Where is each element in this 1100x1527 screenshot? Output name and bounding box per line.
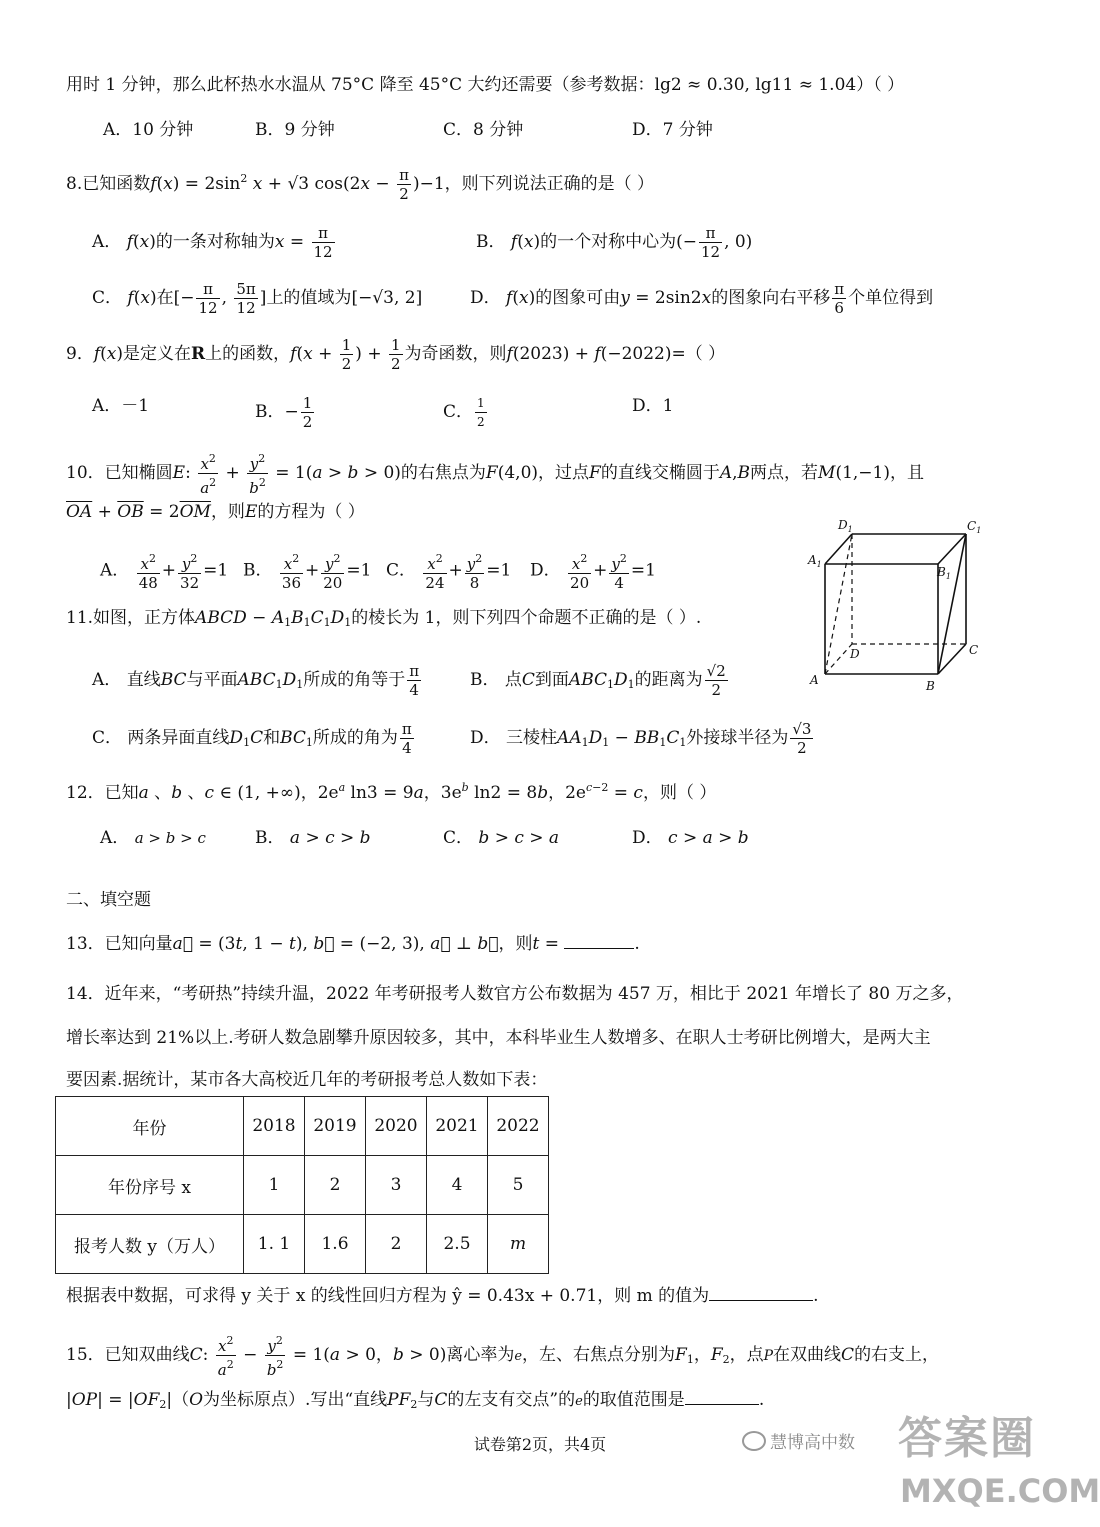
q10-t5: ，且 <box>889 463 924 483</box>
q10-option-b: B． $\frac{x^2}{36}$ + $\frac{y^2}{20}$ =1 <box>243 552 372 592</box>
q8-c-text1: 在 <box>156 288 174 308</box>
q11-c-t2: 和 <box>263 728 281 748</box>
table-cell: 2 <box>366 1215 427 1274</box>
cube-label-b1: $B_1$ <box>937 565 951 581</box>
q8-d-text1: 的图象可由 <box>535 288 621 308</box>
cube-label-d: D <box>850 647 860 661</box>
table-cell: 2020 <box>366 1097 427 1156</box>
q13-end: . <box>634 934 640 954</box>
q8-tail: −1，则下列说法正确的是（ ） <box>419 174 655 194</box>
q12-stem: 12．已知a 、b 、c ∈ (1, +∞)，$2e^a$ ln3 = 9a，$3e^b$ ln2 = 8b，$2e^{c-2} = c$，则（ ） <box>66 781 717 803</box>
table-cell: m <box>488 1215 549 1274</box>
q10-option-d: D． $\frac{x^2}{20}$ + $\frac{y^2}{4}$ =1 <box>530 552 656 592</box>
q12-option-a: A． a > b > c <box>100 828 206 848</box>
table-cell: 2021 <box>427 1097 488 1156</box>
q14-line2: 增长率达到 21%以上.考研人数急剧攀升原因较多，其中，本科毕业生人数增多、在职人士考研比例增大，是两大主 <box>66 1028 931 1048</box>
q9-stem: 9．f(x)是定义在R上的函数，f(x + $\frac{1}{2}$ ) + $\frac{1}{2}$ 为奇函数，则f(2023) + f(−2022)=（ ） <box>66 336 726 373</box>
table-header-year: 年份 <box>56 1097 244 1156</box>
table-row <box>56 1215 549 1274</box>
q10-stem: 10．已知椭圆E: $\frac{x^2}{a^2}$ + $\frac{y^2}{b^2}$ = 1(a > b > 0)的右焦点为F(4,0)，过点F的直线交椭圆于A,B两点，若M(1,−1)，且 <box>66 452 924 497</box>
watermark-account <box>742 1428 855 1453</box>
q15-t4: 在双曲线 <box>773 1345 842 1365</box>
cube-label-b: B <box>926 679 935 693</box>
q11-a-t1: 直线 <box>126 670 161 690</box>
q8-c-text2: 上的值域为 <box>266 288 352 308</box>
q9-option-c: C． $\frac{1}{2}$ <box>443 396 485 429</box>
q12-option-d: D． c > a > b <box>632 828 749 848</box>
q15-l2b: 为坐标原点）.写出“直线 <box>203 1390 388 1410</box>
q10-t3: 的直线交椭圆于 <box>600 463 720 483</box>
q10-num: 10．已知椭圆 <box>66 463 173 483</box>
page-footer: 试卷第2页，共4页 <box>473 1435 607 1454</box>
q11-tail: 的棱长为 1，则下列四个命题不正确的是（ ）. <box>351 608 702 628</box>
table-cell: 2.5 <box>427 1215 488 1274</box>
q9-option-a: A．－1 <box>92 396 150 416</box>
q9-option-b: B．− $\frac{1}{2}$ <box>255 394 313 431</box>
table-cell: 1 <box>244 1156 305 1215</box>
q14-table <box>55 1096 549 1274</box>
cube-figure <box>800 512 990 697</box>
table-cell: 4 <box>427 1156 488 1215</box>
q14-line1: 14．近年来，“考研热”持续升温，2022 年考研报考人数官方公布数据为 457 万，相比于 2021 年增长了 80 万之多， <box>66 984 964 1004</box>
q12-a-text: a > b > c <box>134 829 206 847</box>
q10-t4: 两点，若 <box>750 463 819 483</box>
q12-b-text: a > c > b <box>289 828 371 848</box>
q12-d-text: c > a > b <box>668 828 749 848</box>
q11-d-t1: 三棱柱 <box>506 728 558 748</box>
q15-l2e: 的取值范围是 <box>582 1390 685 1410</box>
q11-b-t1: 点 <box>504 670 522 690</box>
cube-label-c1: $C_1$ <box>967 519 982 535</box>
table-row <box>56 1097 549 1156</box>
q7-option-a: A．10 分钟 <box>103 120 194 140</box>
q12-t1: ，则（ ） <box>642 783 717 803</box>
q10-option-c: C． $\frac{x^2}{24}$ + $\frac{y^2}{8}$ =1 <box>386 552 512 592</box>
q10-t2: ，过点 <box>538 463 590 483</box>
q9-num: 9． <box>66 344 94 364</box>
q15-t3: ，点 <box>729 1345 764 1365</box>
cube-label-a1: $A_1$ <box>808 553 822 569</box>
q8-option-b: B． f(x)的一个对称中心为(− $\frac{\pi}{12}$ , 0) <box>476 224 753 261</box>
cube-label-a: A <box>810 673 819 687</box>
q11-prefix: 11.如图，正方体 <box>66 608 196 628</box>
q8-stem: 8.已知函数$f(x) = 2\sin^2$ x + √3 cos(2x − $\frac{\pi}{2}$ )−1，则下列说法正确的是（ ） <box>66 166 655 203</box>
table-cell: 1. 1 <box>244 1215 305 1274</box>
q11-b-t2: 到面 <box>534 670 569 690</box>
table-cell: 3 <box>366 1156 427 1215</box>
q8-option-c: C． f(x)在[− $\frac{\pi}{12}$ , $\frac{5\pi}{12}$ ]上的值域为[−√3, 2] <box>92 280 423 317</box>
wechat-icon <box>742 1431 766 1451</box>
q15-l2c: 与 <box>417 1390 435 1410</box>
table-cell: 5 <box>488 1156 549 1215</box>
q11-option-b: B． 点C到面$ABC_1D_1$的距离为 $\frac{√2}{2}$ <box>470 662 726 699</box>
q11-a-t2: 与平面 <box>186 670 238 690</box>
q13-tail: ，则 <box>498 934 533 954</box>
q12-num: 12．已知 <box>66 783 139 803</box>
q9-b-label: B． <box>255 402 285 422</box>
q11-b-t3: 的距离为 <box>634 670 703 690</box>
table-cell: 1.6 <box>305 1215 366 1274</box>
watermark-site-cn: 答案圈 <box>898 1413 1036 1464</box>
q15-line2: $|OP| = |OF_2|(O$为坐标原点）.写出“直线$PF_2$与C的左支有交点”的e的取值范围是 . <box>66 1386 764 1417</box>
table-cell: 2 <box>305 1156 366 1215</box>
q8-prefix: 8.已知函数 <box>66 174 151 194</box>
q11-option-a: A． 直线BC与平面$ABC_1D_1$所成的角等于 $\frac{\pi}{4}$ <box>92 662 420 699</box>
q7-option-b: B．9 分钟 <box>255 120 335 140</box>
q13-stem: 13．已知向量a⃗ = (3t, 1 − t), b⃗ = (−2, 3), a⃗ ⊥ b⃗，则t = . <box>66 930 640 956</box>
table-cell: 2019 <box>305 1097 366 1156</box>
table-header-count: 报考人数 y（万人） <box>56 1215 244 1274</box>
q15-t1: 离心率为 <box>446 1345 515 1365</box>
q9-t3: 为奇函数，则 <box>404 344 507 364</box>
q15-end: . <box>758 1390 765 1410</box>
table-cell: 2022 <box>488 1097 549 1156</box>
q7-option-d: D．7 分钟 <box>632 120 713 140</box>
q8-d-text2: 的图象向右平移 <box>711 288 831 308</box>
q7-line: 用时 1 分钟，那么此杯热水水温从 75°C 降至 45°C 大约还需要（参考数据：lg2 ≈ 0.30, lg11 ≈ 1.04）（ ） <box>66 75 905 95</box>
q14-line3: 要因素.据统计，某市各大高校近几年的考研报考总人数如下表： <box>66 1070 548 1090</box>
q13-blank[interactable] <box>564 930 634 949</box>
section-title: 二、填空题 <box>66 890 151 910</box>
q11-option-d: D． 三棱柱$AA_1D_1 - BB_1C_1$外接球半径为 $\frac{√3}{2}$ <box>470 720 812 757</box>
cube-label-d1: $D_1$ <box>838 518 853 534</box>
q14-after-text: 根据表中数据，可求得 y 关于 x 的线性回归方程为 ŷ = 0.43x + 0.71，则 m 的值为 <box>66 1286 710 1306</box>
q8-b-text: 的一个对称中心为 <box>540 232 677 252</box>
q15-t5: 的右支上， <box>854 1345 940 1365</box>
q10-option-a: A． $\frac{x^2}{48}$ + $\frac{y^2}{32}$ =1 <box>100 552 229 592</box>
q9-option-d: D．1 <box>632 396 674 416</box>
q15-t2: ，左、右焦点分别为 <box>522 1345 676 1365</box>
watermark-account-text: 慧博高中数 <box>770 1433 855 1453</box>
q9-t4: =（ ） <box>671 344 726 364</box>
q11-stem: 11.如图，正方体ABCD − $A_1B_1C_1D_1$的棱长为 1，则下列四个命题不正确的是（ ）. <box>66 608 702 629</box>
q14-blank[interactable] <box>709 1282 813 1301</box>
q10-t6: ，则 <box>210 502 245 522</box>
q8-d-text3: 个单位得到 <box>848 288 934 308</box>
q14-end: . <box>813 1286 819 1306</box>
q13-num: 13．已知向量 <box>66 934 173 954</box>
q15-l2d: 的左支有交点”的 <box>447 1390 576 1410</box>
q11-c-t3: 所成的角为 <box>312 728 398 748</box>
q10-line2: $\overline{OA} + \overline{OB} = 2\overline{OM}$，则E的方程为（ ） <box>66 502 365 522</box>
q12-c-text: b > c > a <box>478 828 560 848</box>
q10-t1: 的右焦点为 <box>400 463 486 483</box>
q15-l2a: （ <box>172 1390 190 1410</box>
q9-t1: 是定义在 <box>123 344 191 364</box>
q11-c-t1: 两条异面直线 <box>127 728 230 748</box>
q9-c-label: C． <box>443 402 474 422</box>
q15-num: 15．已知双曲线 <box>66 1345 190 1365</box>
q15-stem: 15．已知双曲线C: $\frac{x^2}{a^2}$ − $\frac{y^2}{b^2}$ = 1(a > 0，b > 0)离心率为e，左、右焦点分别为$F_1$，$F_2$，点P在双曲线C的右支上， <box>66 1334 940 1379</box>
q12-option-c: C． b > c > a <box>443 828 560 848</box>
table-header-index: 年份序号 x <box>56 1156 244 1215</box>
watermark-site-en: MXQE.COM <box>900 1472 1100 1510</box>
q8-option-a: A． f(x)的一条对称轴为x = $\frac{\pi}{12}$ <box>92 224 333 261</box>
table-cell: 2018 <box>244 1097 305 1156</box>
q11-a-t3: 所成的角等于 <box>303 670 406 690</box>
q14-after <box>66 1282 819 1308</box>
q10-t7: 的方程为（ ） <box>257 502 365 522</box>
q9-t2: 上的函数， <box>205 344 291 364</box>
q8-option-d: D． f(x)的图象可由y = 2sin2x的图象向右平移 $\frac{\pi}{6}$ 个单位得到 <box>470 280 934 317</box>
table-row <box>56 1156 549 1215</box>
cube-label-c: C <box>969 643 979 657</box>
q7-option-c: C．8 分钟 <box>443 120 524 140</box>
q8-a-text: 的一条对称轴为 <box>155 232 275 252</box>
q15-blank[interactable] <box>685 1386 759 1405</box>
q11-d-t2: 外接球半径为 <box>686 728 789 748</box>
q11-option-c: C． 两条异面直线$D_1C$和$BC_1$所成的角为 $\frac{\pi}{4}$ <box>92 720 412 757</box>
q12-option-b: B． a > c > b <box>255 828 371 848</box>
